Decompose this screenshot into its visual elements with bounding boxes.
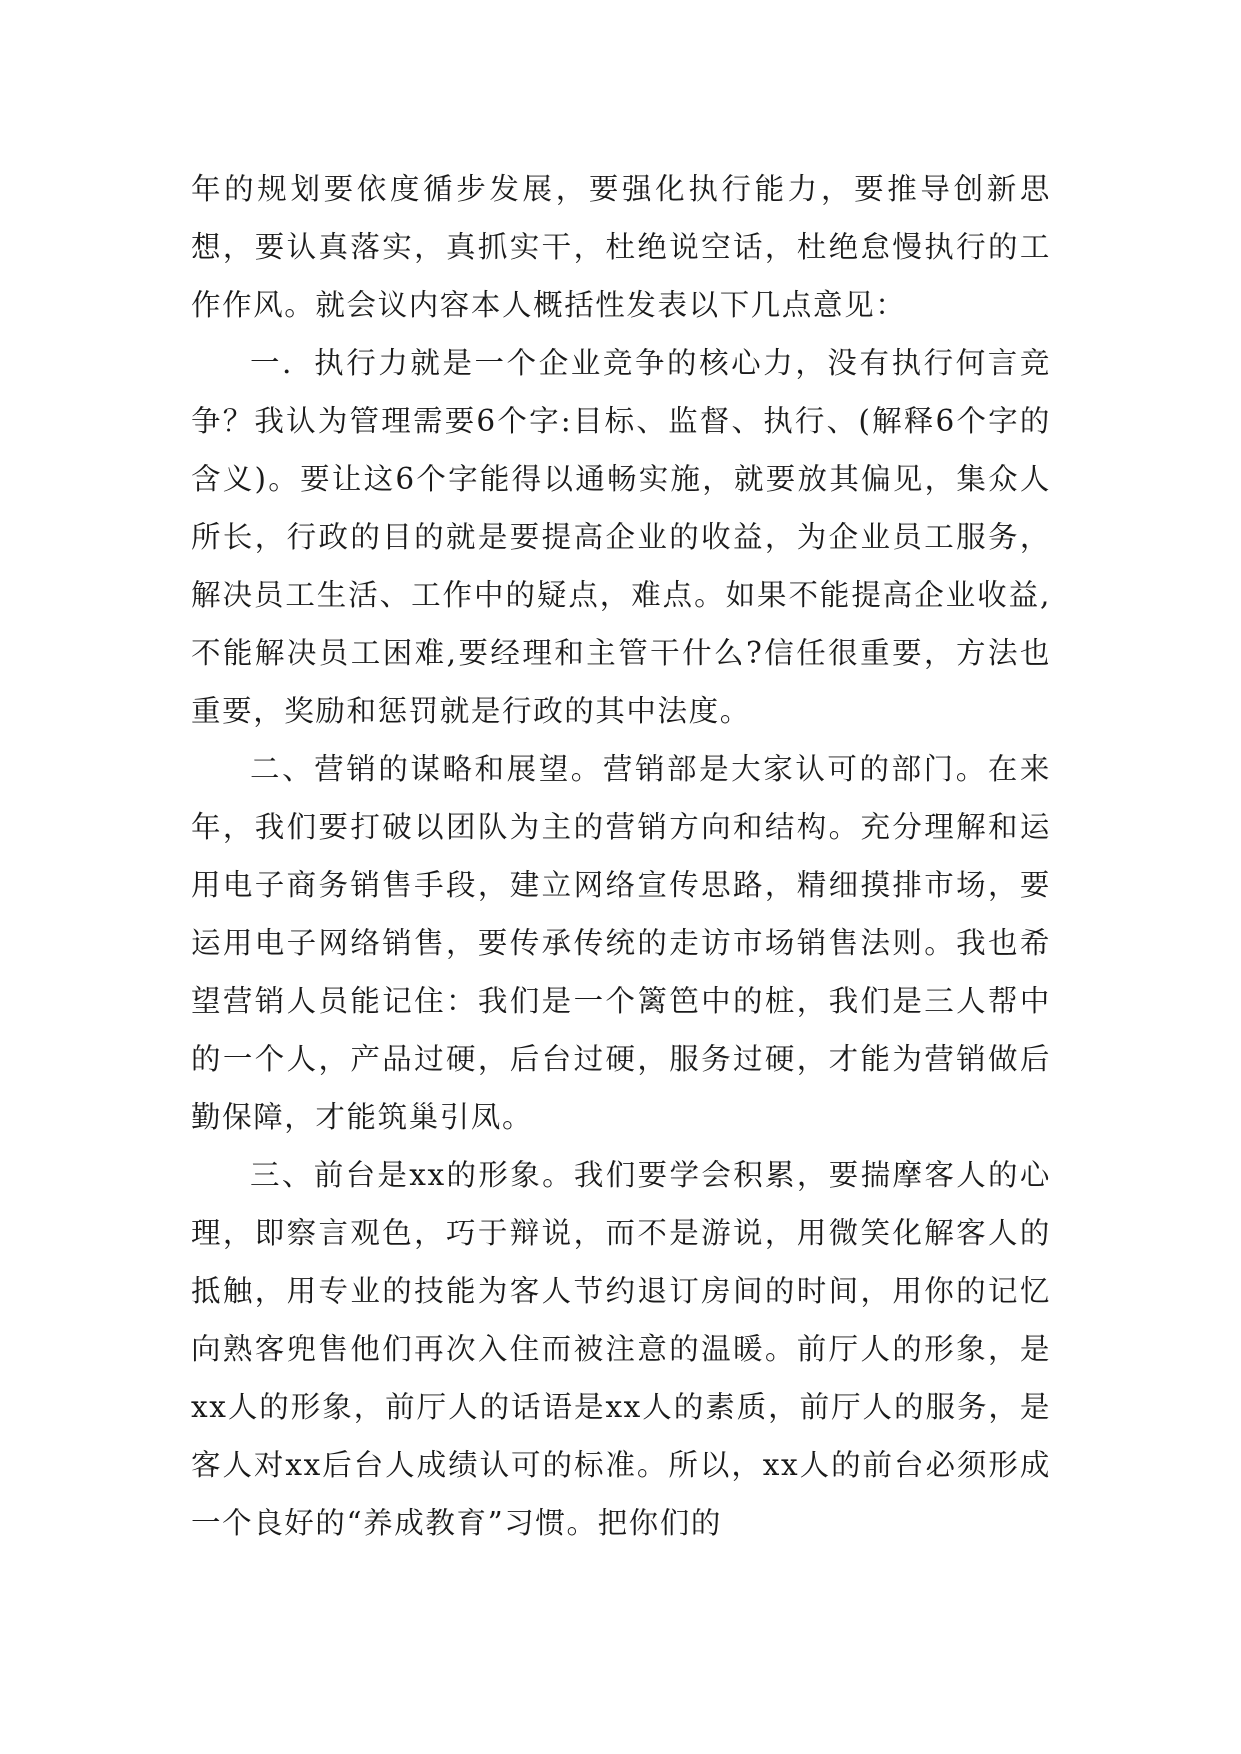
paragraph-execution: 一．执行力就是一个企业竞争的核心力，没有执行何言竞争？我认为管理需要6个字:目标、监督、执行、(解释6个字的含义)。要让这6个字能得以通畅实施，就要放其偏见，集众人所长，行政的目的就是要提高企业的收益，为企业员工服务，解决员工生活、工作中的疑点，难点。如果不能提高企业收益,不能解决员工困难,要经理和主管干什么?信任很重要，方法也重要，奖励和惩罚就是行政的其中法度。 xyxy=(191,346,1051,728)
paragraph-marketing: 二、营销的谋略和展望。营销部是大家认可的部门。在来年，我们要打破以团队为主的营销方向和结构。充分理解和运用电子商务销售手段，建立网络宣传思路，精细摸排市场，要运用电子网络销售，要传承传统的走访市场销售法则。我也希望营销人员能记住：我们是一个篱笆中的桩，我们是三人帮中的一个人，产品过硬，后台过硬，服务过硬，才能为营销做后勤保障，才能筑巢引凤。 xyxy=(191,752,1051,1134)
paragraph-continuation: 年的规划要依度循步发展，要强化执行能力，要推导创新思想，要认真落实，真抓实干，杜绝说空话，杜绝怠慢执行的工作作风。就会议内容本人概括性发表以下几点意见： xyxy=(191,172,1051,322)
paragraph-front-desk: 三、前台是xx的形象。我们要学会积累，要揣摩客人的心理，即察言观色，巧于辩说，而不是游说，用微笑化解客人的抵触，用专业的技能为客人节约退订房间的时间，用你的记忆向熟客兜售他们再次入住而被注意的温暖。前厅人的形象，是xx人的形象，前厅人的话语是xx人的素质，前厅人的服务，是客人对xx后台人成绩认可的标准。所以，xx人的前台必须形成一个良好的“养成教育”习惯。把你们的 xyxy=(191,1158,1051,1540)
document-page xyxy=(191,160,1051,1552)
